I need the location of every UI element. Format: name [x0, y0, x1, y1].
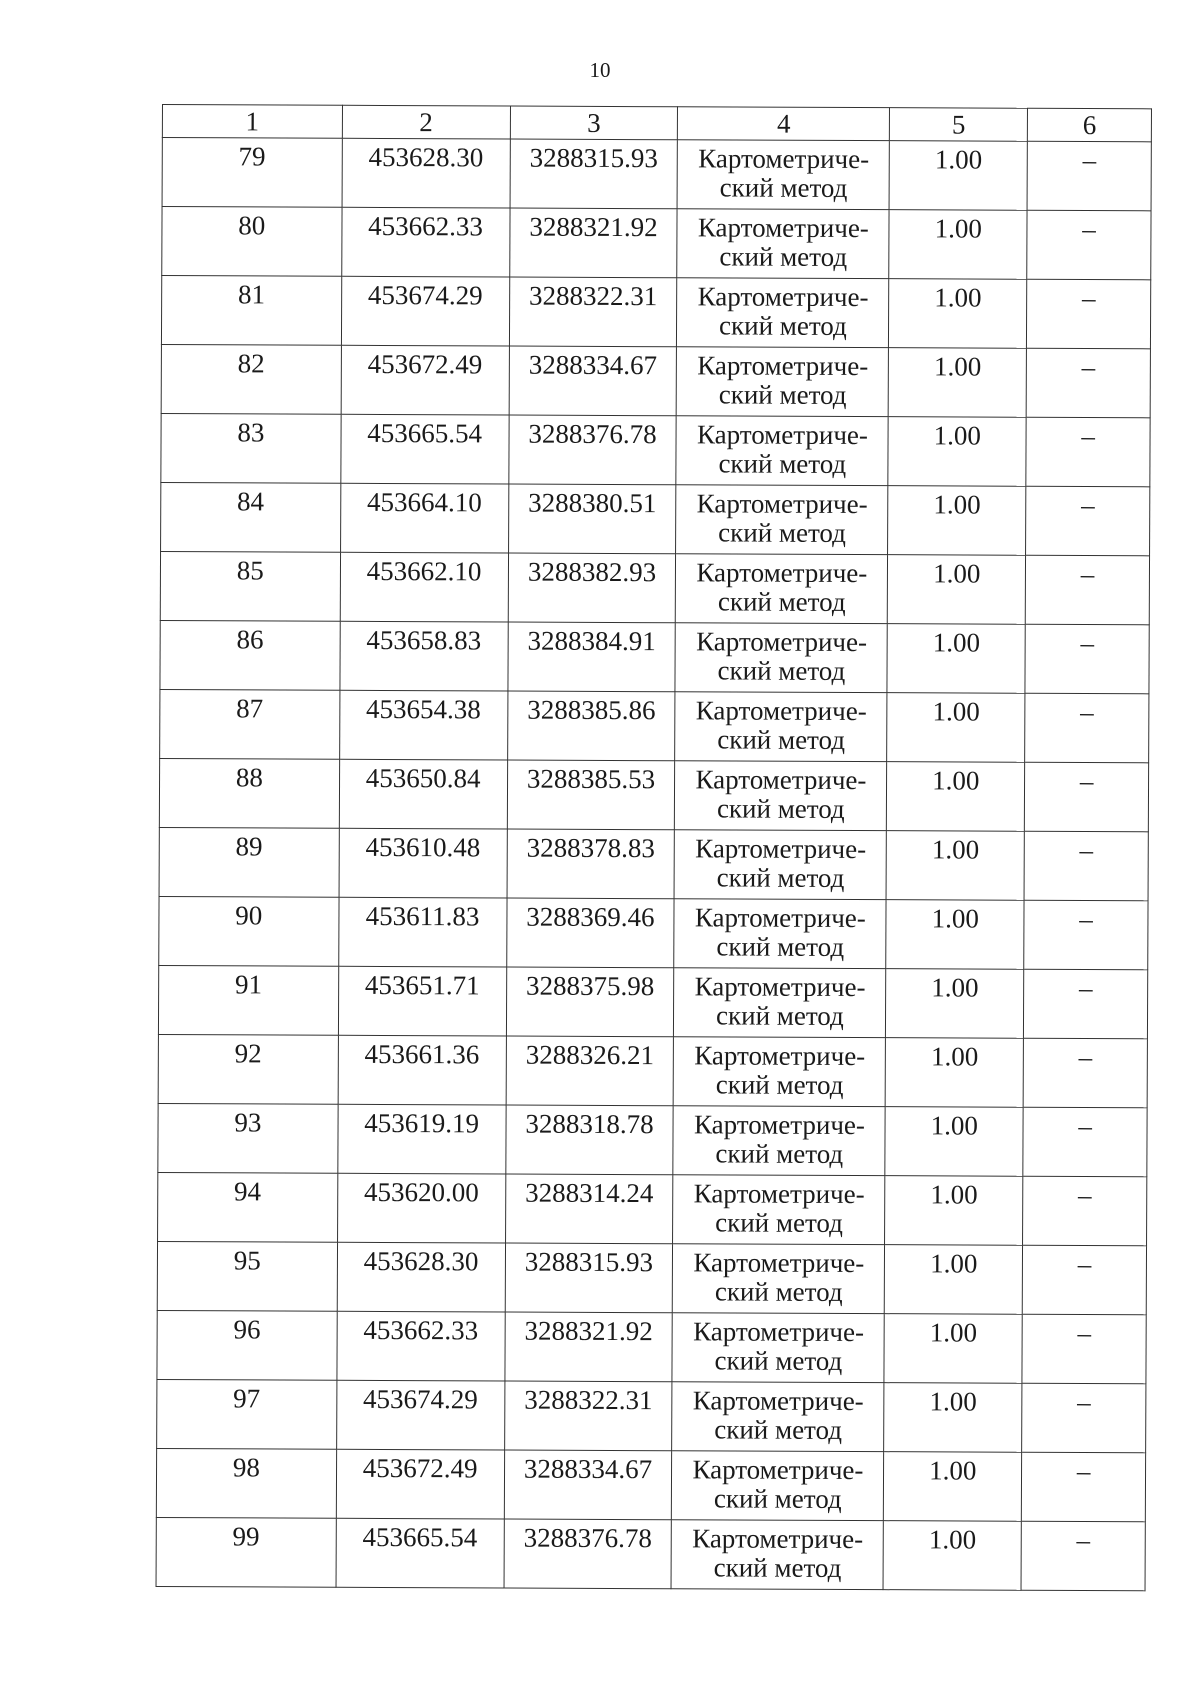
accuracy-cell: 1.00 — [888, 486, 1026, 556]
method-line-2: ский метод — [719, 172, 848, 203]
method-line-2: ский метод — [717, 655, 846, 686]
method-cell — [677, 278, 889, 348]
accuracy-cell: 1.00 — [886, 969, 1024, 1039]
method-line-2: ский метод — [716, 931, 845, 962]
description-cell: – — [1023, 1038, 1147, 1108]
y-coordinate-cell: 3288380.51 — [508, 484, 676, 554]
table-row — [160, 689, 1149, 762]
table-row — [162, 138, 1151, 211]
header-row — [162, 105, 1151, 142]
description-cell: – — [1022, 1245, 1146, 1315]
accuracy-cell: 1.00 — [889, 210, 1027, 280]
description-cell: – — [1024, 969, 1148, 1039]
description-cell: – — [1026, 417, 1150, 487]
table-row — [161, 344, 1150, 417]
x-coordinate-cell: 453628.30 — [342, 138, 510, 208]
x-coordinate-cell: 453662.10 — [340, 552, 508, 622]
method-cell — [673, 1106, 885, 1176]
method-line-1: Картометриче- — [697, 281, 869, 313]
description-cell: – — [1026, 348, 1150, 418]
y-coordinate-cell: 3288314.24 — [505, 1174, 673, 1244]
x-coordinate-cell: 453662.33 — [337, 1311, 505, 1381]
x-coordinate-cell: 453672.49 — [336, 1449, 504, 1519]
x-coordinate-cell: 453665.54 — [341, 414, 509, 484]
description-cell: – — [1024, 900, 1148, 970]
method-line-2: ский метод — [717, 586, 846, 617]
table-row — [159, 896, 1148, 969]
method-line-1: Картометриче- — [692, 1454, 864, 1486]
method-line-1: Картометриче- — [698, 143, 870, 175]
x-coordinate-cell: 453619.19 — [338, 1104, 506, 1174]
accuracy-cell: 1.00 — [886, 900, 1024, 970]
x-coordinate-cell: 453654.38 — [339, 690, 507, 760]
point-number-cell: 99 — [156, 1517, 336, 1587]
method-line-1: Картометриче- — [693, 1178, 865, 1210]
accuracy-cell: 1.00 — [884, 1452, 1022, 1522]
method-line-2: ский метод — [714, 1276, 843, 1307]
point-number-cell: 89 — [159, 827, 339, 897]
column-header-1: 1 — [162, 105, 342, 139]
method-cell — [677, 209, 889, 279]
y-coordinate-cell: 3288385.86 — [507, 691, 675, 761]
method-cell — [674, 899, 886, 969]
table-row — [157, 1379, 1146, 1452]
method-line-1: Картометриче- — [697, 350, 869, 382]
x-coordinate-cell: 453672.49 — [341, 345, 509, 415]
table-row — [159, 827, 1148, 900]
method-cell — [675, 623, 887, 693]
accuracy-cell: 1.00 — [885, 1176, 1023, 1246]
column-header-4: 4 — [678, 107, 890, 141]
point-number-cell: 98 — [156, 1448, 336, 1518]
table-row — [161, 413, 1150, 486]
x-coordinate-cell: 453610.48 — [339, 828, 507, 898]
y-coordinate-cell: 3288375.98 — [506, 967, 674, 1037]
y-coordinate-cell: 3288322.31 — [509, 277, 677, 347]
column-header-6: 6 — [1028, 108, 1152, 142]
page-number: 10 — [589, 58, 611, 82]
method-line-2: ский метод — [713, 1483, 842, 1514]
y-coordinate-cell: 3288384.91 — [508, 622, 676, 692]
table-row — [161, 276, 1150, 349]
method-cell — [675, 692, 887, 762]
description-cell: – — [1022, 1314, 1146, 1384]
method-line-1: Картометриче- — [695, 695, 867, 727]
table-row — [158, 1103, 1147, 1176]
y-coordinate-cell: 3288382.93 — [508, 553, 676, 623]
accuracy-cell: 1.00 — [884, 1383, 1022, 1453]
point-number-cell: 92 — [158, 1034, 338, 1104]
method-line-2: ский метод — [718, 517, 846, 548]
point-number-cell: 96 — [157, 1310, 337, 1380]
accuracy-cell: 1.00 — [887, 693, 1025, 763]
x-coordinate-cell: 453611.83 — [338, 897, 506, 967]
point-number-cell: 86 — [160, 620, 340, 690]
method-line-1: Картометриче- — [695, 833, 867, 865]
accuracy-cell: 1.00 — [889, 348, 1027, 418]
y-coordinate-cell: 3288334.67 — [509, 346, 677, 416]
method-line-1: Картометриче- — [693, 1109, 865, 1141]
method-line-2: ский метод — [719, 241, 848, 272]
accuracy-cell: 1.00 — [889, 279, 1027, 349]
point-number-cell: 94 — [158, 1172, 338, 1242]
method-cell — [675, 830, 887, 900]
y-coordinate-cell: 3288321.92 — [504, 1312, 672, 1382]
method-line-1: Картометриче- — [692, 1385, 864, 1417]
method-cell — [673, 1244, 885, 1314]
point-number-cell: 84 — [161, 482, 341, 552]
table-row — [158, 965, 1147, 1038]
method-cell — [678, 140, 890, 210]
accuracy-cell: 1.00 — [889, 141, 1027, 211]
x-coordinate-cell: 453665.54 — [336, 1518, 504, 1588]
method-cell — [672, 1313, 884, 1383]
x-coordinate-cell: 453620.00 — [337, 1173, 505, 1243]
accuracy-cell: 1.00 — [883, 1521, 1021, 1591]
description-cell: – — [1025, 693, 1149, 763]
accuracy-cell: 1.00 — [887, 762, 1025, 832]
accuracy-cell: 1.00 — [888, 555, 1026, 625]
description-cell: – — [1027, 279, 1151, 349]
point-number-cell: 81 — [161, 276, 341, 346]
method-cell — [675, 761, 887, 831]
column-header-5: 5 — [890, 108, 1028, 142]
method-line-1: Картометриче- — [692, 1523, 864, 1555]
accuracy-cell: 1.00 — [886, 831, 1024, 901]
y-coordinate-cell: 3288369.46 — [506, 898, 674, 968]
table-row — [161, 482, 1150, 555]
column-header-2: 2 — [342, 105, 510, 139]
table-row — [158, 1172, 1147, 1245]
y-coordinate-cell: 3288326.21 — [506, 1036, 674, 1106]
method-cell — [674, 968, 886, 1038]
method-line-1: Картометриче- — [695, 764, 867, 796]
y-coordinate-cell: 3288376.78 — [504, 1519, 672, 1589]
x-coordinate-cell: 453650.84 — [339, 759, 507, 829]
method-cell — [676, 554, 888, 624]
x-coordinate-cell: 453662.33 — [341, 207, 509, 277]
y-coordinate-cell: 3288378.83 — [507, 829, 675, 899]
method-line-2: ский метод — [717, 724, 846, 755]
y-coordinate-cell: 3288321.92 — [509, 208, 677, 278]
accuracy-cell: 1.00 — [884, 1314, 1022, 1384]
table-row — [156, 1448, 1145, 1521]
method-line-2: ский метод — [718, 448, 847, 479]
x-coordinate-cell: 453651.71 — [338, 966, 506, 1036]
y-coordinate-cell: 3288322.31 — [504, 1381, 672, 1451]
description-cell: – — [1027, 141, 1151, 211]
method-line-1: Картометриче- — [697, 212, 869, 244]
table-row — [162, 207, 1151, 280]
point-number-cell: 97 — [157, 1379, 337, 1449]
x-coordinate-cell: 453674.29 — [341, 276, 509, 346]
method-cell — [671, 1520, 883, 1590]
method-cell — [677, 347, 889, 417]
point-number-cell: 80 — [162, 207, 342, 277]
accuracy-cell: 1.00 — [888, 417, 1026, 487]
y-coordinate-cell: 3288376.78 — [508, 415, 676, 485]
method-line-2: ский метод — [714, 1414, 843, 1445]
table-row — [160, 551, 1149, 624]
table-row — [159, 758, 1148, 831]
y-coordinate-cell: 3288385.53 — [507, 760, 675, 830]
method-line-1: Картометриче- — [693, 1316, 865, 1348]
table-row — [160, 620, 1149, 693]
method-line-2: ский метод — [716, 793, 845, 824]
x-coordinate-cell: 453658.83 — [340, 621, 508, 691]
x-coordinate-cell: 453628.30 — [337, 1242, 505, 1312]
method-line-2: ский метод — [716, 1000, 844, 1031]
accuracy-cell: 1.00 — [885, 1107, 1023, 1177]
method-line-1: Картометриче- — [694, 1040, 866, 1072]
description-cell: – — [1025, 762, 1149, 832]
description-cell: – — [1023, 1107, 1147, 1177]
point-number-cell: 90 — [159, 896, 339, 966]
accuracy-cell: 1.00 — [886, 1038, 1024, 1108]
table-row — [157, 1310, 1146, 1383]
table-body — [156, 138, 1151, 1591]
y-coordinate-cell: 3288334.67 — [504, 1450, 672, 1520]
description-cell: – — [1022, 1383, 1146, 1453]
point-number-cell: 95 — [157, 1241, 337, 1311]
method-line-1: Картометриче- — [696, 419, 869, 451]
y-coordinate-cell: 3288318.78 — [505, 1105, 673, 1175]
method-line-2: ский метод — [715, 1207, 843, 1238]
column-header-3: 3 — [510, 106, 678, 140]
method-line-2: ский метод — [716, 862, 845, 893]
coordinates-table — [156, 104, 1152, 1591]
method-line-2: ский метод — [715, 1069, 844, 1100]
y-coordinate-cell: 3288315.93 — [510, 139, 678, 209]
x-coordinate-cell: 453664.10 — [340, 483, 508, 553]
method-cell — [672, 1451, 884, 1521]
description-cell: – — [1026, 486, 1150, 556]
method-line-2: ский метод — [713, 1552, 842, 1583]
method-line-1: Картометриче- — [694, 971, 866, 1003]
method-cell — [674, 1037, 886, 1107]
method-line-2: ский метод — [719, 310, 847, 341]
accuracy-cell: 1.00 — [885, 1245, 1023, 1315]
method-cell — [673, 1175, 885, 1245]
description-cell: – — [1024, 831, 1148, 901]
point-number-cell: 87 — [160, 689, 340, 759]
description-cell: – — [1021, 1521, 1145, 1591]
description-cell: – — [1025, 624, 1149, 694]
point-number-cell: 82 — [161, 344, 341, 414]
method-line-1: Картометриче- — [696, 557, 868, 589]
method-line-2: ский метод — [715, 1138, 844, 1169]
method-line-2: ский метод — [718, 379, 847, 410]
method-line-1: Картометриче- — [694, 902, 866, 934]
method-line-1: Картометриче- — [696, 488, 868, 520]
point-number-cell: 88 — [159, 758, 339, 828]
method-line-1: Картометриче- — [696, 626, 868, 658]
x-coordinate-cell: 453674.29 — [336, 1380, 504, 1450]
y-coordinate-cell: 3288315.93 — [505, 1243, 673, 1313]
table-row — [157, 1241, 1146, 1314]
point-number-cell: 93 — [158, 1103, 338, 1173]
description-cell: – — [1027, 210, 1151, 280]
description-cell: – — [1023, 1176, 1147, 1246]
point-number-cell: 91 — [158, 965, 338, 1035]
point-number-cell: 85 — [160, 551, 340, 621]
method-cell — [676, 416, 888, 486]
point-number-cell: 83 — [161, 413, 341, 483]
method-line-2: ский метод — [714, 1345, 843, 1376]
method-cell — [676, 485, 888, 555]
method-line-1: Картометриче- — [693, 1247, 865, 1279]
description-cell: – — [1025, 555, 1149, 625]
description-cell: – — [1022, 1452, 1146, 1522]
point-number-cell: 79 — [162, 138, 342, 208]
method-cell — [672, 1382, 884, 1452]
x-coordinate-cell: 453661.36 — [338, 1035, 506, 1105]
table-row — [156, 1517, 1145, 1590]
table-row — [158, 1034, 1147, 1107]
accuracy-cell: 1.00 — [887, 624, 1025, 694]
